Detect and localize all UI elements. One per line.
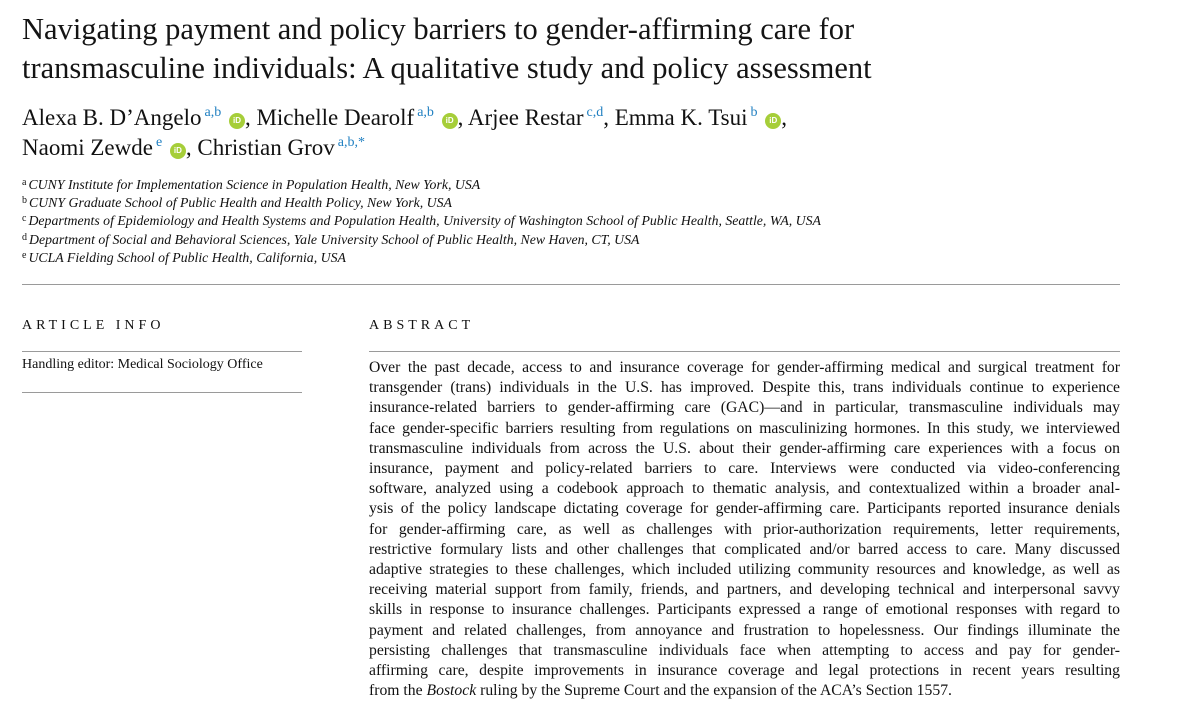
- title-line-2: transmasculine individuals: A qualitative study and policy assessment: [22, 51, 872, 85]
- author-affiliation-link[interactable]: a,b,*: [337, 135, 365, 150]
- header-divider: [22, 284, 1120, 285]
- affiliation: $^d$ Department of Social and Behavioral Sciences, Yale University School of Public Health, New Haven, CT, USA: [22, 231, 640, 247]
- author-affiliation-link[interactable]: a,b: [204, 105, 222, 120]
- author[interactable]: Naomi Zewde $^e$ iD ,: [22, 135, 192, 160]
- author-affiliation-link[interactable]: b: [750, 105, 758, 120]
- article-info-divider: [22, 392, 302, 393]
- article-title: [22, 10, 1172, 88]
- abstract-last-line: from the Bostock ruling by the Supreme Court and the expansion of the ACA’s Section 1557.: [369, 682, 952, 700]
- abstract-divider: [369, 351, 1120, 352]
- article-info-divider: [22, 351, 302, 352]
- author-affiliation-link[interactable]: a,b: [417, 105, 434, 120]
- affiliation: $^a$ CUNY Institute for Implementation Science in Population Health, New York, USA: [22, 177, 481, 192]
- case-name-italic: Bostock: [426, 682, 477, 700]
- author[interactable]: Arjee Restar $^{c,d}$,: [467, 105, 609, 130]
- orcid-icon[interactable]: iD: [229, 113, 245, 129]
- author[interactable]: Christian Grov $^{a,b,*}$: [197, 135, 365, 160]
- orcid-icon[interactable]: iD: [170, 143, 186, 159]
- author-list: [22, 103, 1172, 163]
- orcid-icon[interactable]: iD: [765, 113, 781, 129]
- abstract-text: Over the past decade, access to and insurance coverage for gender-affirming medical and surgical treatment for transgender (trans) individuals in the U.S. has improved. Despite this, trans individuals continue to experience insurance-related barriers to gender-affirming care (GAC)—and in particular, transmasculine individuals may face gender-specific barriers resulting from regulations on masculinizing hormones. In this study, we interviewed transmasculine individuals from across the U.S. about their gender-affirming care experiences with a focus on insurance, payment and policy-related barriers to care. Interviews were conducted via video-conferencing software, analyzed using a codebook approach to thematic analysis, and contextualized within a broader anal- ysis of the policy landscape dictating coverage for gender-affirming care. Participants reported insurance denials for gender-affirming care, as well as challenges with prior-authorization requirements, letter requirements, restrictive formulary lists and other challenges that complicated and/or barred access to care. Many discussed adaptive strategies to these challenges, which included utilizing community resources and knowledge, as well as receiving material support from family, friends, and partners, and developing technical and interpersonal savvy skills in response to insurance challenges. Participants expressed a range of emotional responses with regard to payment and related challenges, from annoyance and frustration to hopelessness. Our findings illuminate the persisting challenges that transmasculine individuals face when attempting to access and pay for gender- affirming care, despite improvements in insurance coverage and legal protections in recent years resulting from the Bostock ruling by the Supreme Court and the expansion of the ACA’s Section 1557.: [369, 358, 1120, 701]
- affiliation: $^b$ CUNY Graduate School of Public Health and Health Policy, New York, USA: [22, 195, 452, 211]
- orcid-icon[interactable]: iD: [442, 113, 458, 129]
- article-info-heading: ARTICLE INFO: [22, 318, 165, 333]
- affiliation: $^c$ Departments of Epidemiology and Health Systems and Population Health, University of Washington School of Public Health, Seattle, WA, USA: [22, 213, 821, 229]
- author-affiliation-link[interactable]: e: [155, 135, 163, 150]
- title-line-1: Navigating payment and policy barriers to gender-affirming care for: [22, 12, 855, 46]
- author[interactable]: Michelle Dearolf $^{a,b}$ iD ,: [256, 105, 464, 130]
- abstract-heading: ABSTRACT: [369, 318, 475, 333]
- author[interactable]: Emma K. Tsui $^b$ iD ,: [614, 105, 787, 130]
- affiliation-list: [22, 176, 1172, 267]
- author[interactable]: Alexa B. D’Angelo $^{a,b}$ iD ,: [22, 105, 251, 130]
- handling-editor: Handling editor: Medical Sociology Office: [22, 357, 263, 372]
- author-affiliation-link[interactable]: c,d: [586, 105, 604, 120]
- affiliation: $^e$ UCLA Fielding School of Public Health, California, USA: [22, 249, 346, 265]
